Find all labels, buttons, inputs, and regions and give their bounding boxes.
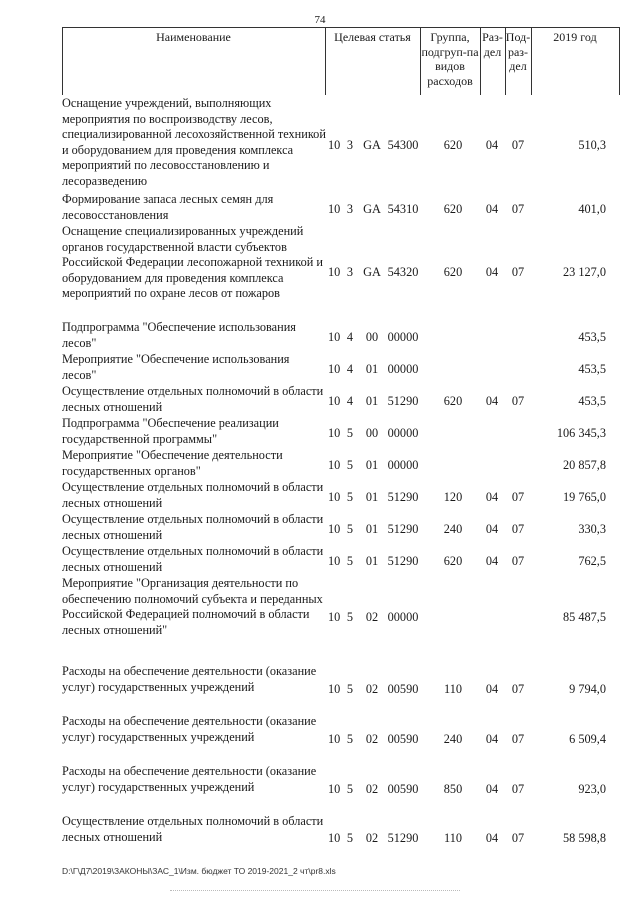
header-year: 2019 год <box>553 30 597 44</box>
row-cell: 20 857,8 <box>562 458 606 472</box>
row-name: Мероприятие "Организация деятельности по обеспечению полномочий субъекта и переданных Российской Федерацией полномочий в области лесных отношений" <box>62 576 323 637</box>
row-cell: 04 <box>485 831 499 845</box>
row-cell: 00000 <box>387 330 419 344</box>
row-cell: 02 <box>365 682 379 696</box>
row-cell: 10 <box>328 265 341 279</box>
header-podrazdel: Под-раз-дел <box>505 30 531 73</box>
row-name: Расходы на обеспечение деятельности (оказание услуг) государственных учреждений <box>62 714 317 744</box>
row-cell: 4 <box>346 362 354 376</box>
row-cell: 3 <box>346 265 354 279</box>
row-cell: 4 <box>346 330 354 344</box>
row-cell: 10 <box>328 682 341 696</box>
row-cell: 01 <box>365 522 379 536</box>
row-name: Осуществление отдельных полномочий в области лесных отношений <box>62 480 324 510</box>
row-cell: 54310 <box>387 202 419 216</box>
row-cell: 54320 <box>387 265 419 279</box>
row-cell: 240 <box>443 522 463 536</box>
row-cell: 9 794,0 <box>569 682 606 696</box>
row-name: Осуществление отдельных полномочий в области лесных отношений <box>62 814 324 844</box>
row-cell: 3 <box>346 138 354 152</box>
row-cell: 330,3 <box>578 522 606 536</box>
row-cell: 54300 <box>387 138 419 152</box>
header-name: Наименование <box>156 30 231 44</box>
scan-artifact-line <box>170 890 460 892</box>
row-cell: 110 <box>444 682 462 696</box>
row-cell: 850 <box>443 782 463 796</box>
row-cell: 51290 <box>387 554 419 568</box>
row-cell: 240 <box>443 732 463 746</box>
header-group: Группа, подгруп-па видов расходов <box>421 30 479 88</box>
row-cell: 510,3 <box>578 138 606 152</box>
row-cell: GA <box>363 202 381 216</box>
row-cell: 04 <box>485 202 499 216</box>
row-cell: 620 <box>443 394 463 408</box>
row-cell: 04 <box>485 265 499 279</box>
row-cell: 00590 <box>387 732 419 746</box>
row-cell: 5 <box>346 522 354 536</box>
row-cell: 5 <box>346 458 354 472</box>
row-cell: 00000 <box>387 426 419 440</box>
row-cell: 10 <box>328 362 341 376</box>
row-cell: 10 <box>328 522 341 536</box>
row-cell: 00000 <box>387 458 419 472</box>
row-name: Осуществление отдельных полномочий в области лесных отношений <box>62 384 324 414</box>
row-cell: 620 <box>443 265 463 279</box>
row-cell: 07 <box>511 265 525 279</box>
row-cell: 07 <box>511 202 525 216</box>
row-cell: 07 <box>511 682 525 696</box>
row-cell: 10 <box>328 782 341 796</box>
row-cell: 00590 <box>387 782 419 796</box>
row-name: Подпрограмма "Обеспечение реализации государственной программы" <box>62 416 279 446</box>
row-cell: 07 <box>511 831 525 845</box>
row-cell: 5 <box>346 426 354 440</box>
row-cell: 762,5 <box>578 554 606 568</box>
header-target: Целевая статья <box>334 30 411 44</box>
row-cell: 07 <box>511 138 525 152</box>
row-cell: 19 765,0 <box>562 490 606 504</box>
header-razdel: Раз-дел <box>482 30 503 59</box>
row-cell: 51290 <box>387 522 419 536</box>
row-cell: 23 127,0 <box>562 265 606 279</box>
row-cell: 10 <box>328 490 341 504</box>
row-cell: 04 <box>485 522 499 536</box>
row-cell: 00000 <box>387 362 419 376</box>
row-cell: 923,0 <box>578 782 606 796</box>
row-cell: 5 <box>346 732 354 746</box>
row-cell: 620 <box>443 202 463 216</box>
row-cell: 5 <box>346 490 354 504</box>
row-name: Расходы на обеспечение деятельности (оказание услуг) государственных учреждений <box>62 764 317 794</box>
row-cell: 620 <box>443 138 463 152</box>
row-cell: 51290 <box>387 490 419 504</box>
row-name: Осуществление отдельных полномочий в области лесных отношений <box>62 544 324 574</box>
row-cell: 04 <box>485 682 499 696</box>
row-cell: 01 <box>365 394 379 408</box>
row-name: Мероприятие "Обеспечение деятельности государственных органов" <box>62 448 283 478</box>
row-name: Оснащение специализированных учреждений органов государственной власти субъектов Российской Федерации лесопожарной техникой и оборудованием для проведения комплекса мероприятий по охране лесов от пожаров <box>62 224 323 301</box>
row-cell: 02 <box>365 782 379 796</box>
row-cell: 00 <box>365 426 379 440</box>
row-cell: 51290 <box>387 831 419 845</box>
row-cell: 10 <box>328 610 341 624</box>
row-cell: 453,5 <box>578 330 606 344</box>
row-cell: 401,0 <box>578 202 606 216</box>
row-cell: 07 <box>511 554 525 568</box>
row-cell: 110 <box>444 831 462 845</box>
row-cell: 02 <box>365 732 379 746</box>
row-cell: 04 <box>485 138 499 152</box>
row-cell: 4 <box>346 394 354 408</box>
row-cell: 453,5 <box>578 362 606 376</box>
row-cell: 5 <box>346 831 354 845</box>
row-cell: 01 <box>365 458 379 472</box>
row-cell: 453,5 <box>578 394 606 408</box>
row-cell: 07 <box>511 732 525 746</box>
row-cell: 10 <box>328 426 341 440</box>
row-cell: 02 <box>365 831 379 845</box>
row-cell: 5 <box>346 782 354 796</box>
row-cell: 01 <box>365 362 379 376</box>
row-cell: 02 <box>365 610 379 624</box>
row-cell: 10 <box>328 831 341 845</box>
row-cell: GA <box>363 138 381 152</box>
row-cell: 07 <box>511 394 525 408</box>
row-cell: 04 <box>485 490 499 504</box>
row-cell: 01 <box>365 554 379 568</box>
row-name: Формирование запаса лесных семян для лесовосстановления <box>62 192 274 222</box>
row-cell: 120 <box>443 490 463 504</box>
row-cell: 3 <box>346 202 354 216</box>
row-name: Мероприятие "Обеспечение использования лесов" <box>62 352 290 382</box>
row-cell: 00000 <box>387 610 419 624</box>
row-cell: 07 <box>511 490 525 504</box>
row-cell: 00590 <box>387 682 419 696</box>
row-name: Расходы на обеспечение деятельности (оказание услуг) государственных учреждений <box>62 664 317 694</box>
row-cell: 51290 <box>387 394 419 408</box>
row-cell: 10 <box>328 394 341 408</box>
row-cell: 106 345,3 <box>556 426 606 440</box>
row-cell: 58 598,8 <box>562 831 606 845</box>
row-cell: 04 <box>485 394 499 408</box>
row-cell: 10 <box>328 458 341 472</box>
row-cell: 10 <box>328 202 341 216</box>
row-cell: 5 <box>346 682 354 696</box>
row-cell: 07 <box>511 522 525 536</box>
row-cell: GA <box>363 265 381 279</box>
row-cell: 6 509,4 <box>569 732 606 746</box>
row-cell: 10 <box>328 554 341 568</box>
row-cell: 00 <box>365 330 379 344</box>
row-cell: 5 <box>346 610 354 624</box>
page-number: 74 <box>314 14 326 26</box>
row-cell: 10 <box>328 330 341 344</box>
table-header <box>62 27 620 95</box>
row-cell: 85 487,5 <box>562 610 606 624</box>
row-cell: 620 <box>443 554 463 568</box>
row-name: Осуществление отдельных полномочий в области лесных отношений <box>62 512 324 542</box>
row-cell: 07 <box>511 782 525 796</box>
row-name: Оснащение учреждений, выполняющих мероприятия по воспроизводству лесов, специализированной лесохозяйственной техникой и оборудованием для проведения комплекса мероприятий по лесовосстановлению и лесоразведению <box>62 96 326 188</box>
row-cell: 01 <box>365 490 379 504</box>
row-cell: 10 <box>328 138 341 152</box>
file-path-footer: D:\Г\Д7\2019\ЗАКОНЫ\ЗАС_1\Изм. бюджет ТО 2019-2021_2 чт\pr8.xls <box>62 866 336 876</box>
row-cell: 04 <box>485 732 499 746</box>
row-name: Подпрограмма "Обеспечение использования лесов" <box>62 320 296 350</box>
row-cell: 04 <box>485 782 499 796</box>
row-cell: 10 <box>328 732 341 746</box>
row-cell: 04 <box>485 554 499 568</box>
row-cell: 5 <box>346 554 354 568</box>
